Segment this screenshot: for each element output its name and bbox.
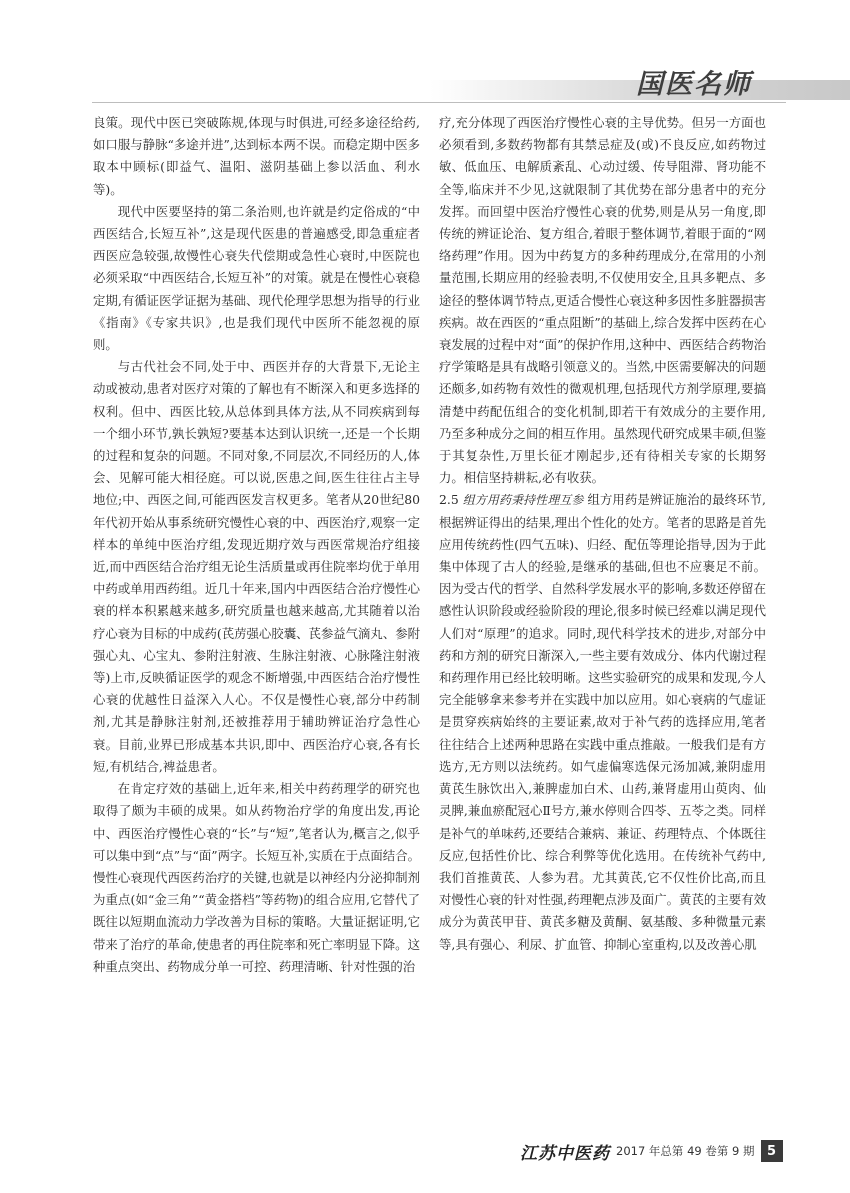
paragraph: 良策。现代中医已突破陈规,体现与时俱进,可经多途径给药,如口服与静脉“多途并进”,达到标本两不误。而稳定期中医多取本中顾标(即益气、温阳、滋阴基础上参以活血、利水等)。 [93, 115, 420, 197]
journal-name: 江苏中医药 [520, 1143, 610, 1164]
paragraph: 与古代社会不同,处于中、西医并存的大背景下,无论主动或被动,患者对医疗对策的了解也有不断深入和更多选择的权利。但中、西医比较,从总体到具体方法,从不同疾病到每一个细小环节,孰长孰短?要基本达到认识统一,还是一个长期的过程和复杂的问题。不同对象,不同层次,不同经历的人,体会、见解可能大相径庭。可以说,医患之间,医生往往占主导地位;中、西医之间,可能西医发言权更多。笔者从20世纪80年代初开始从事系统研究慢性心衰的中、西医治疗,观察一定样本的单纯中医治疗组,发现近期疗效与西医常规治疗组接近,而中西医结合治疗组无论生活质量或再住院率均优于单用中药或单用西药组。近几十年来,国内中西医结合治疗慢性心衰的样本积累越来越多,研究质量也越来越高,尤其随着以治疗心衰为目标的中成药(芪苈强心胶囊、芪参益气滴丸、参附强心丸、心宝丸、参附注射液、生脉注射液、心脉隆注射液等)上市,反映循证医学的观念不断增强,中西医结合治疗慢性心衰的优越性日益深入人心。不仅是慢性心衰,部分中药制剂,尤其是静脉注射剂,还被推荐用于辅助辨证治疗急性心衰。目前,业界已形成基本共识,即中、西医治疗心衰,各有长短,有机结合,裨益患者。 [93, 359, 420, 774]
page-footer [520, 1140, 783, 1162]
paragraph: 在肯定疗效的基础上,近年来,相关中药药理学的研究也取得了颇为丰硕的成果。如从药物治疗学的角度出发,再论中、西医治疗慢性心衰的“长”与“短”,笔者认为,概言之,似乎可以集中到“点”与“面”两字。长短互补,实质在于点面结合。慢性心衰现代西医药治疗的关键,也就是以神经内分泌抑制剂为重点(如“金三角”“黄金搭档”等药物)的组合应用,它替代了既往以短期血流动力学改善为目标的策略。大量证据证明,它带来了治疗的革命,使患者的再住院率和死亡率明显下降。这种重点突出、药物成分单一可控、药理清晰、针对性强的治 [93, 781, 420, 974]
issue-info: 2017 年总第 49 卷第 9 期 [616, 1144, 755, 1158]
section-body: 组方用药是辨证施治的最终环节,根据辨证得出的结果,理出个性化的处方。笔者的思路是首先应用传统药性(四气五味)、归经、配伍等理论指导,因为于此集中体现了古人的经验,是继承的基础,但也不应裹足不前。因为受古代的哲学、自然科学发展水平的影响,多数还停留在感性认识阶段或经验阶段的理论,很多时候已经难以满足现代人们对“原理”的追求。同时,现代科学技术的进步,对部分中药和方剂的研究日渐深入,一些主要有效成分、体内代谢过程和药理作用已经比较明晰。这些实验研究的成果和发现,今人完全能够拿来参考并在实践中加以应用。如心衰病的气虚证是贯穿疾病始终的主要证素,故对于补气药的选择应用,笔者往往结合上述两种思路在实践中重点推敲。一般我们是有方选方,无方则以法统药。如气虚偏寒选保元汤加减,兼阴虚用黄芪生脉饮出入,兼脾虚加白术、山药,兼肾虚用山萸肉、仙灵脾,兼血瘀配冠心Ⅱ号方,兼水停则合四苓、五苓之类。同样是补气的单味药,还要结合兼病、兼证、药理特点、个体既往反应,包括性价比、综合利弊等优化选用。在传统补气药中,我们首推黄芪、人参为君。尤其黄芪,它不仅性价比高,而且对慢性心衰的针对性强,药理靶点涉及面广。黄芪的主要有效成分为黄芪甲苷、黄芪多糖及黄酮、氨基酸、多种微量元素等,具有强心、利尿、扩血管、抑制心室重构,以及改善心肌 [439, 492, 766, 952]
right-column [439, 112, 766, 956]
page-number: 5 [761, 1140, 783, 1162]
paragraph: 现代中医要坚持的第二条治则,也许就是约定俗成的“中西医结合,长短互补”,这是现代医患的普遍感受,即急重症者西医应急较强,故慢性心衰失代偿期或急性心衰时,中医院也必须采取“中西医结合,长短互补”的对策。就是在慢性心衰稳定期,有循证医学证据为基础、现代伦理学思想为指导的行业《指南》《专家共识》,也是我们现代中医所不能忽视的原则。 [93, 203, 420, 353]
section-title: 国医名师 [636, 69, 752, 100]
header-rule [92, 102, 786, 103]
section-heading: 组方用药秉持性理互参 [462, 493, 584, 508]
section-paragraph [439, 489, 766, 955]
left-column [93, 112, 420, 978]
paragraph: 疗,充分体现了西医治疗慢性心衰的主导优势。但另一方面也必须看到,多数药物都有其禁忌症及(或)不良反应,如药物过敏、低血压、电解质紊乱、心动过缓、传导阻滞、肾功能不全等,临床并不少见,这就限制了其优势在部分患者中的充分发挥。而回望中医治疗慢性心衰的优势,则是从另一角度,即传统的辨证论治、复方组合,着眼于整体调节,着眼于面的“网络药理”作用。因为中药复方的多种药理成分,在常用的小剂量范围,长期应用的经验表明,不仅使用安全,且具多靶点、多途径的整体调节特点,更适合慢性心衰这种多因性多脏器损害疾病。故在西医的“重点阻断”的基础上,综合发挥中医药在心衰发展的过程中对“面”的保护作用,这种中、西医结合药物治疗学策略是具有战略引领意义的。当然,中医需要解决的问题还颇多,如药物有效性的微观机理,包括现代方剂学原理,要搞清楚中药配伍组合的变化机制,即若干有效成分的主要作用,乃至多种成分之间的相互作用。虽然现代研究成果丰硕,但鉴于其复杂性,万里长征才刚起步,还有待相关专家的长期努力。相信坚持耕耘,必有收获。 [439, 115, 766, 486]
section-number: 2.5 [439, 492, 459, 508]
